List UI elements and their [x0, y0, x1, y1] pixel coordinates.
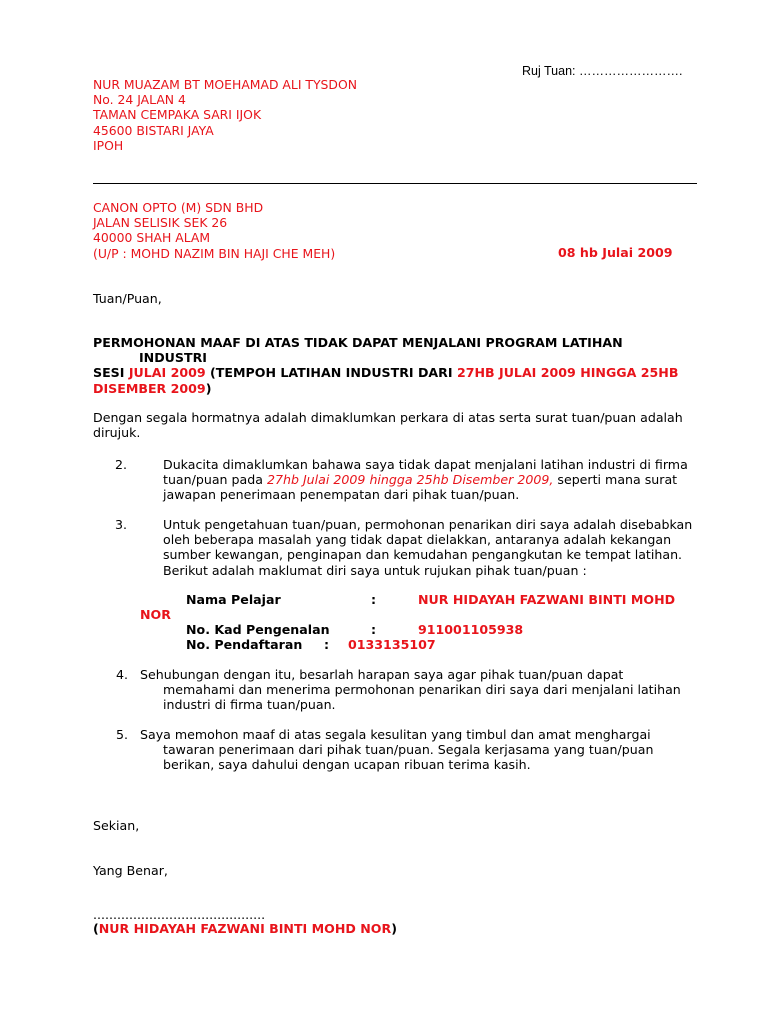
paragraph-line: dirujuk.	[93, 425, 141, 441]
subject-period-suffix: )	[205, 380, 212, 396]
recipient-attention: (U/P : MOHD NAZIM BIN HAJI CHE MEH)	[93, 245, 336, 261]
paragraph-number: 2.	[115, 457, 128, 472]
paragraph-line: industri di firma tuan/puan.	[163, 697, 336, 713]
subject-line: PERMOHONAN MAAF DI ATAS TIDAK DAPAT MENJALANI PROGRAM LATIHAN	[93, 335, 623, 350]
subject-period-value: DISEMBER 2009	[93, 380, 206, 396]
reference-number: Ruj Tuan: …………………….	[522, 64, 683, 78]
sender-address-line: IPOH	[93, 137, 124, 153]
paragraph-line: Sehubungan dengan itu, besarlah harapan saya agar pihak tuan/puan dapat	[140, 667, 624, 682]
paragraph-text: seperti mana surat	[553, 472, 678, 488]
paragraph-text: tuan/puan pada	[163, 472, 267, 488]
name-separator: :	[371, 592, 377, 607]
subject-period-value: 27HB JULAI 2009 HINGGA 25HB	[456, 365, 679, 381]
paragraph-line: Saya memohon maaf di atas segala kesulitan yang timbul dan amat menghargai	[140, 727, 651, 742]
salutation: Tuan/Puan,	[93, 291, 162, 306]
paragraph-line: jawapan penerimaan penempatan dari pihak tuan/puan.	[163, 487, 520, 503]
training-period-text: 27hb Julai 2009 hingga 25hb Disember 2009,	[266, 472, 554, 488]
signatory-paren: (	[93, 921, 99, 936]
ic-label: No. Kad Pengenalan	[186, 622, 330, 637]
paragraph-5	[140, 727, 697, 773]
subject	[93, 335, 697, 396]
paragraph-line: sumber kewangan, penginapan dan kemudahan pengangkutan ke tempat latihan.	[163, 547, 683, 563]
paragraph-line: Dengan segala hormatnya adalah dimaklumkan perkara di atas serta surat tuan/puan adalah	[93, 410, 683, 425]
signatory-name	[93, 921, 397, 936]
subject-period-line	[93, 381, 697, 396]
paragraph-line: memahami dan menerima permohonan penarikan diri saya dari menjalani latihan	[163, 682, 681, 698]
sender-address-line: No. 24 JALAN 4	[93, 92, 186, 108]
signatory-paren: )	[391, 921, 397, 936]
paragraph-line: tawaran penerimaan dari pihak tuan/puan. Segala kerjasama yang tuan/puan	[163, 742, 654, 758]
sender-address-line: TAMAN CEMPAKA SARI IJOK	[93, 107, 262, 123]
sender-name: NUR MUAZAM BT MOEHAMAD ALI TYSDON	[93, 77, 357, 92]
student-name-value: NUR HIDAYAH FAZWANI BINTI MOHD	[418, 592, 676, 607]
divider	[93, 183, 697, 184]
recipient-address	[93, 200, 335, 261]
ic-separator: :	[371, 622, 377, 637]
paragraph-number: 5.	[116, 727, 129, 742]
sign-off: Yang Benar,	[93, 863, 168, 878]
paragraph-number: 4.	[116, 667, 129, 682]
paragraph-line	[163, 472, 697, 487]
student-name-value: NOR	[140, 607, 171, 622]
name-label: Nama Pelajar	[186, 592, 281, 607]
signatory-name-text: NUR HIDAYAH FAZWANI BINTI MOHD NOR	[98, 921, 392, 936]
ic-number-value: 911001105938	[418, 622, 524, 637]
recipient-address-line: JALAN SELISIK SEK 26	[93, 215, 228, 231]
paragraph-line: berikan, saya dahului dengan ucapan ribuan terima kasih.	[163, 757, 531, 773]
paragraph-3	[163, 517, 697, 578]
signature-line: ...........................................	[93, 907, 266, 922]
paragraph-4	[140, 667, 697, 713]
sender-address-line: 45600 BISTARI JAYA	[93, 122, 214, 138]
subject-session-line	[93, 365, 697, 380]
paragraph-number: 3.	[115, 517, 128, 532]
paragraph-line: Dukacita dimaklumkan bahawa saya tidak dapat menjalani latihan industri di firma	[163, 457, 688, 472]
subject-line: INDUSTRI	[139, 350, 207, 366]
paragraph-line: oleh beberapa masalah yang tidak dapat dielakkan, antaranya adalah kekangan	[163, 532, 672, 548]
registration-number-value: 0133135107	[348, 637, 436, 652]
paragraph-2	[163, 457, 697, 503]
registration-label: No. Pendaftaran	[186, 637, 303, 652]
intro-paragraph	[93, 410, 697, 440]
subject-period-prefix: (TEMPOH LATIHAN INDUSTRI DARI	[205, 365, 457, 381]
recipient-address-line: 40000 SHAH ALAM	[93, 230, 211, 246]
closing: Sekian,	[93, 818, 140, 833]
paragraph-line: Berikut adalah maklumat diri saya untuk rujukan pihak tuan/puan :	[163, 562, 587, 578]
subject-session-prefix: SESI	[93, 365, 129, 381]
registration-separator: :	[324, 637, 330, 652]
letter-date: 08 hb Julai 2009	[558, 245, 673, 260]
sender-address	[93, 77, 357, 153]
paragraph-line: Untuk pengetahuan tuan/puan, permohonan penarikan diri saya adalah disebabkan	[163, 517, 693, 532]
recipient-name: CANON OPTO (M) SDN BHD	[93, 200, 264, 215]
subject-session-value: JULAI 2009	[128, 365, 206, 381]
